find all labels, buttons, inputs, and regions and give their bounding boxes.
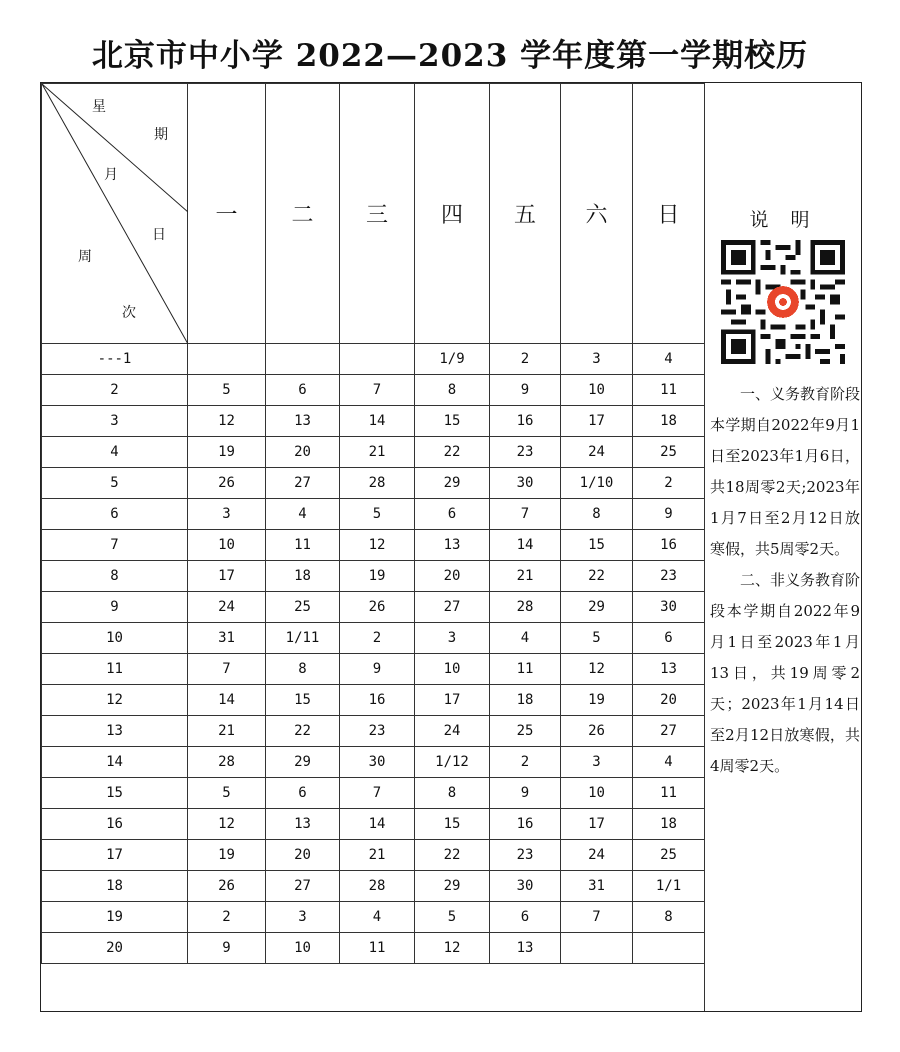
date-cell: 20 (266, 437, 340, 468)
date-cell: 21 (188, 716, 266, 747)
table-row (42, 623, 705, 654)
table-row (42, 685, 705, 716)
date-cell: 18 (266, 561, 340, 592)
week-number-cell: 19 (42, 902, 188, 933)
date-cell: 19 (188, 437, 266, 468)
date-cell: 29 (415, 871, 490, 902)
date-cell: 30 (633, 592, 705, 623)
table-row (42, 468, 705, 499)
date-cell: 1/10 (561, 468, 633, 499)
notes-title: 说 明 (749, 209, 818, 231)
date-cell: 5 (340, 499, 415, 530)
weekday-fri: 五 (490, 84, 561, 344)
corner-xing: 星 (92, 99, 106, 115)
corner-header (42, 84, 188, 344)
date-cell: 30 (490, 468, 561, 499)
date-cell (561, 933, 633, 964)
week-number-cell: 14 (42, 747, 188, 778)
week-number-cell: 5 (42, 468, 188, 499)
date-cell: 1/11 (266, 623, 340, 654)
week-number-cell: 2 (42, 375, 188, 406)
date-cell: 2 (188, 902, 266, 933)
date-cell: 28 (490, 592, 561, 623)
table-row (42, 809, 705, 840)
date-cell: 8 (415, 375, 490, 406)
date-cell: 15 (266, 685, 340, 716)
table-row (42, 902, 705, 933)
date-cell: 12 (340, 530, 415, 561)
table-row (42, 592, 705, 623)
date-cell: 25 (633, 437, 705, 468)
date-cell: 14 (340, 809, 415, 840)
date-cell: 6 (633, 623, 705, 654)
weekday-sat: 六 (561, 84, 633, 344)
date-cell: 5 (188, 778, 266, 809)
date-cell: 11 (633, 375, 705, 406)
date-cell: 14 (188, 685, 266, 716)
date-cell: 10 (561, 375, 633, 406)
date-cell: 15 (561, 530, 633, 561)
table-row (42, 406, 705, 437)
date-cell: 9 (188, 933, 266, 964)
date-cell: 21 (340, 840, 415, 871)
date-cell: 13 (633, 654, 705, 685)
qr-code-icon (721, 240, 845, 364)
date-cell: 27 (266, 468, 340, 499)
week-number-cell: 8 (42, 561, 188, 592)
week-number-cell: ---1 (42, 344, 188, 375)
date-cell: 16 (633, 530, 705, 561)
date-cell: 4 (633, 747, 705, 778)
date-cell: 14 (490, 530, 561, 561)
date-cell: 24 (188, 592, 266, 623)
date-cell: 15 (415, 809, 490, 840)
date-cell: 11 (340, 933, 415, 964)
week-number-cell: 13 (42, 716, 188, 747)
week-number-cell: 20 (42, 933, 188, 964)
table-row (42, 530, 705, 561)
date-cell: 10 (415, 654, 490, 685)
date-cell: 22 (561, 561, 633, 592)
corner-ri: 日 (152, 227, 166, 243)
date-cell: 23 (490, 437, 561, 468)
corner-yue: 月 (104, 167, 118, 183)
date-cell: 4 (490, 623, 561, 654)
date-cell: 19 (188, 840, 266, 871)
date-cell: 17 (561, 809, 633, 840)
weekday-tue: 二 (266, 84, 340, 344)
date-cell: 4 (340, 902, 415, 933)
date-cell: 6 (415, 499, 490, 530)
date-cell: 3 (266, 902, 340, 933)
page-title: 北京市中小学 2022—2023 学年度第一学期校历 (91, 38, 809, 74)
date-cell: 24 (561, 437, 633, 468)
week-number-cell: 16 (42, 809, 188, 840)
date-cell (188, 344, 266, 375)
date-cell (633, 933, 705, 964)
date-cell: 7 (490, 499, 561, 530)
date-cell (340, 344, 415, 375)
date-cell: 1/9 (415, 344, 490, 375)
corner-diagonals (42, 84, 188, 344)
week-number-cell: 7 (42, 530, 188, 561)
table-row (42, 375, 705, 406)
date-cell: 17 (188, 561, 266, 592)
date-cell: 7 (340, 375, 415, 406)
date-cell: 10 (188, 530, 266, 561)
date-cell: 6 (266, 778, 340, 809)
date-cell: 17 (561, 406, 633, 437)
table-row (42, 840, 705, 871)
week-number-cell: 10 (42, 623, 188, 654)
week-number-cell: 12 (42, 685, 188, 716)
date-cell: 1/1 (633, 871, 705, 902)
date-cell: 27 (415, 592, 490, 623)
table-row (42, 561, 705, 592)
date-cell: 8 (415, 778, 490, 809)
date-cell: 7 (561, 902, 633, 933)
date-cell: 12 (415, 933, 490, 964)
table-row (42, 499, 705, 530)
date-cell: 21 (490, 561, 561, 592)
date-cell: 12 (561, 654, 633, 685)
week-number-cell: 11 (42, 654, 188, 685)
calendar-table (41, 83, 705, 964)
table-row (42, 437, 705, 468)
date-cell: 5 (188, 375, 266, 406)
date-cell: 11 (633, 778, 705, 809)
date-cell: 26 (188, 468, 266, 499)
date-cell: 5 (415, 902, 490, 933)
date-cell: 21 (340, 437, 415, 468)
date-cell: 17 (415, 685, 490, 716)
date-cell: 29 (266, 747, 340, 778)
date-cell: 14 (340, 406, 415, 437)
date-cell: 2 (490, 344, 561, 375)
date-cell: 12 (188, 809, 266, 840)
table-row (42, 871, 705, 902)
date-cell: 15 (415, 406, 490, 437)
week-number-cell: 18 (42, 871, 188, 902)
date-cell: 13 (266, 406, 340, 437)
date-cell: 8 (633, 902, 705, 933)
date-cell: 28 (188, 747, 266, 778)
corner-qi: 期 (154, 127, 168, 143)
date-cell: 3 (561, 747, 633, 778)
date-cell: 16 (490, 809, 561, 840)
date-cell: 13 (490, 933, 561, 964)
date-cell: 9 (490, 778, 561, 809)
date-cell: 27 (266, 871, 340, 902)
weekday-mon: 一 (188, 84, 266, 344)
date-cell: 6 (266, 375, 340, 406)
date-cell: 28 (340, 468, 415, 499)
date-cell: 9 (490, 375, 561, 406)
corner-zhou: 周 (78, 249, 92, 265)
date-cell: 5 (561, 623, 633, 654)
date-cell: 18 (633, 406, 705, 437)
date-cell: 24 (561, 840, 633, 871)
date-cell: 16 (340, 685, 415, 716)
date-cell: 4 (266, 499, 340, 530)
table-row (42, 654, 705, 685)
date-cell: 10 (561, 778, 633, 809)
date-cell: 22 (415, 840, 490, 871)
notes-body (710, 379, 860, 782)
notes-paragraph-1: 一、义务教育阶段本学期自2022年9月1日至2023年1月6日，共18周零2天;2023年1月7日至2月12日放寒假，共5周零2天。 (710, 385, 861, 558)
date-cell: 8 (266, 654, 340, 685)
date-cell: 22 (415, 437, 490, 468)
table-row (42, 778, 705, 809)
date-cell (266, 344, 340, 375)
date-cell: 26 (561, 716, 633, 747)
date-cell: 9 (633, 499, 705, 530)
date-cell: 30 (490, 871, 561, 902)
date-cell: 3 (561, 344, 633, 375)
date-cell: 19 (561, 685, 633, 716)
table-row (42, 747, 705, 778)
date-cell: 24 (415, 716, 490, 747)
date-cell: 11 (490, 654, 561, 685)
date-cell: 26 (340, 592, 415, 623)
table-row (42, 716, 705, 747)
date-cell: 1/12 (415, 747, 490, 778)
date-cell: 13 (266, 809, 340, 840)
date-cell: 2 (340, 623, 415, 654)
date-cell: 13 (415, 530, 490, 561)
week-number-cell: 3 (42, 406, 188, 437)
date-cell: 7 (188, 654, 266, 685)
date-cell: 3 (188, 499, 266, 530)
date-cell: 29 (415, 468, 490, 499)
week-number-cell: 17 (42, 840, 188, 871)
date-cell: 31 (561, 871, 633, 902)
date-cell: 4 (633, 344, 705, 375)
table-row (42, 933, 705, 964)
date-cell: 11 (266, 530, 340, 561)
date-cell: 8 (561, 499, 633, 530)
date-cell: 23 (490, 840, 561, 871)
date-cell: 27 (633, 716, 705, 747)
corner-ci: 次 (122, 305, 136, 321)
date-cell: 6 (490, 902, 561, 933)
date-cell: 30 (340, 747, 415, 778)
date-cell: 19 (340, 561, 415, 592)
date-cell: 25 (266, 592, 340, 623)
date-cell: 22 (266, 716, 340, 747)
date-cell: 23 (340, 716, 415, 747)
date-cell: 31 (188, 623, 266, 654)
date-cell: 9 (340, 654, 415, 685)
week-number-cell: 6 (42, 499, 188, 530)
notes-paragraph-2: 二、非义务教育阶段本学期自2022年9月1日至2023年1月13日，共19周零2天；2023年1月14日至2月12日放寒假，共4周零2天。 (710, 571, 861, 775)
week-number-cell: 9 (42, 592, 188, 623)
date-cell: 2 (490, 747, 561, 778)
date-cell: 20 (633, 685, 705, 716)
date-cell: 29 (561, 592, 633, 623)
table-row (42, 344, 705, 375)
date-cell: 10 (266, 933, 340, 964)
notes-panel (704, 83, 861, 1011)
date-cell: 3 (415, 623, 490, 654)
date-cell: 25 (633, 840, 705, 871)
date-cell: 18 (490, 685, 561, 716)
weekday-sun: 日 (633, 84, 705, 344)
date-cell: 28 (340, 871, 415, 902)
date-cell: 2 (633, 468, 705, 499)
date-cell: 25 (490, 716, 561, 747)
week-number-cell: 4 (42, 437, 188, 468)
date-cell: 26 (188, 871, 266, 902)
week-number-cell: 15 (42, 778, 188, 809)
date-cell: 12 (188, 406, 266, 437)
date-cell: 18 (633, 809, 705, 840)
date-cell: 23 (633, 561, 705, 592)
date-cell: 20 (266, 840, 340, 871)
header-row (42, 84, 705, 344)
date-cell: 7 (340, 778, 415, 809)
date-cell: 16 (490, 406, 561, 437)
calendar-body (42, 344, 705, 964)
date-cell: 20 (415, 561, 490, 592)
calendar-sheet (40, 82, 862, 1012)
weekday-wed: 三 (340, 84, 415, 344)
weekday-thu: 四 (415, 84, 490, 344)
